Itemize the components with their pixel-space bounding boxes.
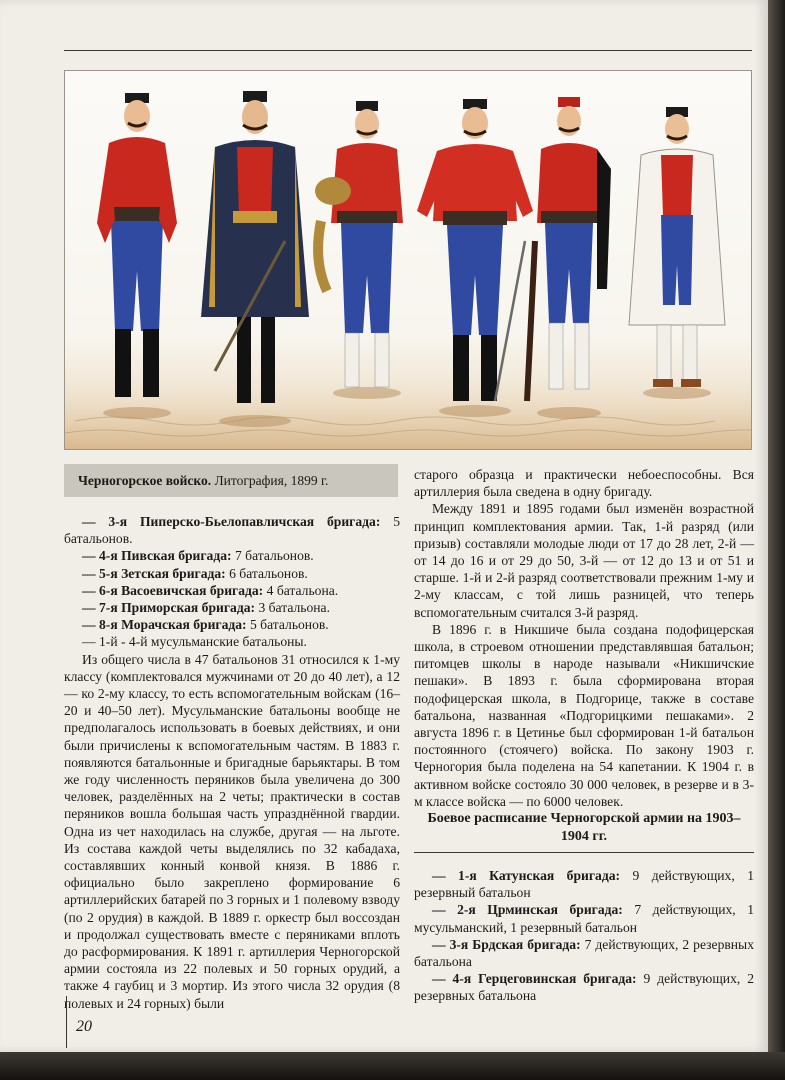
caption-rest: Литография, 1899 г.: [211, 473, 329, 488]
soldier-figure-3: [315, 101, 403, 399]
soldier-figure-1: [97, 93, 177, 419]
muslim-battalions-item: — 1-й - 4-й мусульманские батальоны.: [82, 634, 307, 650]
lithograph-illustration: [64, 70, 752, 450]
schedule-item-3: — 3-я Брдская бригада: 7 действующих, 2 резервных батальона: [414, 936, 754, 970]
schedule-item-1: — 1-я Катунская бригада: 9 действующих, 1 резервный батальон: [414, 868, 754, 901]
soldier-figure-5: [527, 97, 611, 419]
caption-title: Черногорское войско.: [78, 473, 212, 488]
book-spine: [768, 0, 785, 1080]
soldier-figure-6: [629, 107, 725, 399]
brigade-item-8: — 8-я Морачская бригада: 5 батальонов.: [82, 617, 329, 633]
illustration-caption: [64, 464, 398, 497]
body-paragraph-2: Между 1891 и 1895 годами был изменён возрастной принцип комплектования армии. Так, 1-й разряд (или призыв) составляли молодые люди от 17 до 28 лет, 2-й — от 14 до 16 и от 29 до 50, 3-й — от 12 до 13 и от 51 и старше. 1-й и 2-й разряд соответствовали прежним 1-му и 2-му классам, с той лишь разницей, что теперь вспомогательным считался 3-й разряд.: [414, 501, 754, 620]
left-column: [64, 513, 400, 1012]
soldiers-drawing: [65, 71, 751, 449]
page-bottom-edge: [0, 1052, 785, 1080]
brigade-item-3: — 3-я Пиперско-Бьелопавличская бригада: 5 батальонов.: [64, 514, 400, 547]
body-paragraph-3: В 1896 г. в Никшиче была создана подофицерская школа, в строевом отношении представлявшая батальон; питомцев школы в народе называли «Никшичские пешаки». В 1893 г. была сформирована вторая подофицерская школа, в Подгорице, также в составе батальона, названная «Подгорицкими пешаками». 2 августа 1896 г. в Цетинье был сформирован 1-й батальон постоянного (стоячего) войска. По закону 1903 г. Черногория была поделена на 54 капетании. К 1904 г. в активном войске состояло 30 000 человек, в резерве и в 3-м классе войска — по 6000 человек.: [414, 621, 754, 809]
footer-rule: [66, 996, 67, 1048]
schedule-item-4: — 4-я Герцеговинская бригада: 9 действующих, 2 резервных батальона: [414, 971, 754, 1004]
brigade-item-4: — 4-я Пивская бригада: 7 батальонов.: [82, 548, 314, 564]
brigade-item-6: — 6-я Васоевичская бригада: 4 батальона.: [82, 582, 339, 598]
page-number: 20: [76, 1018, 92, 1035]
soldier-figure-4: [417, 99, 533, 417]
schedule-item-2: — 2-я Црминская бригада: 7 действующих, 1 мусульманский, 1 резервный батальон: [414, 902, 754, 935]
section-title: Боевое расписание Черногорской армии на 1903–1904 гг.: [427, 811, 741, 845]
header-rule: [64, 50, 752, 51]
right-column: [414, 466, 754, 1005]
brigade-item-5: — 5-я Зетская бригада: 6 батальонов.: [82, 565, 308, 581]
body-paragraph-1: Из общего числа в 47 батальонов 31 относился к 1-му классу (комплектовался мужчинами от 20 до 40 лет), а 12 — ко 2-му классу, то есть вспомогательным войскам (16–20 и 40–50 лет). Мусульманские батальоны вообще не предполагалось использовать в боевых действиях, и они были причислены к вспомогательным частям. В 1883 г. появляются батальонные и бригадные барьяктары. В том же году численность перяников была увеличена до 300 человек, разделённых на 2 четы; практически в состав перяников вошла большая часть упразднённой гвардии. Одна из чет находилась на службе, другая — на льготе. Из состава каждой четы выделялись по 32 кабадаха, составлявших конный конвой князя. В 1886 г. официально было закреплено формирование 6 артиллерийских батарей по 3 горных и 1 полевому взводу (по 2 орудия) в каждой. В 1889 г. оркестр был воссоздан и продолжал существовать вместе с перяниками вплоть до расформирования. К 1891 г. артиллерия Черногорской армии состояла из 22 полевых и 50 горных орудий, а также 4 гаубиц и 3 мортир. Из этого числа 32 орудия (8 полевых и 24 горных) были: [64, 651, 400, 1011]
body-paragraph-continued: старого образца и практически небоеспособны. Вся артиллерия была сведена в одну бригаду.: [414, 467, 754, 500]
brigade-item-7: — 7-я Приморская бригада: 3 батальона.: [82, 600, 330, 616]
section-rule: [414, 852, 754, 853]
